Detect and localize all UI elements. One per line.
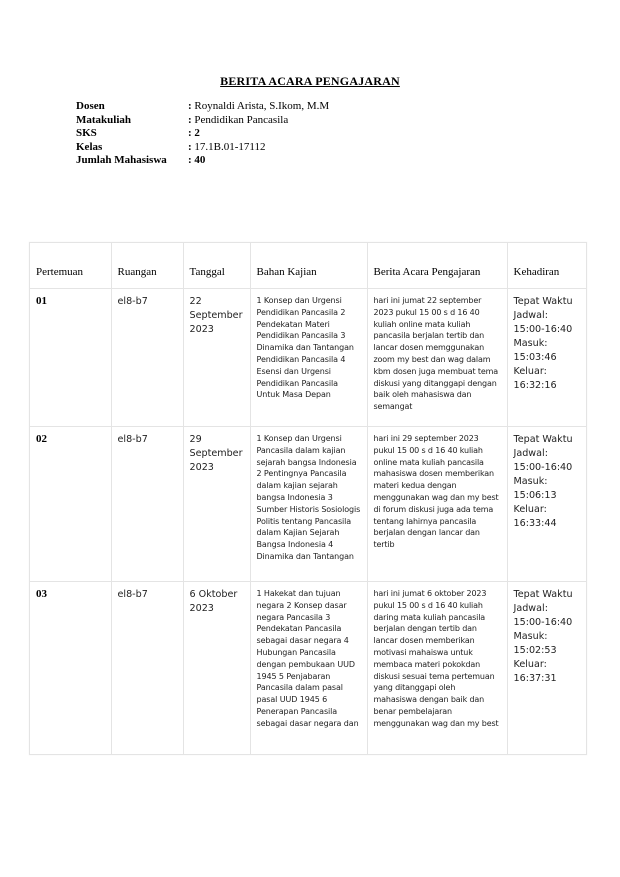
check-out-value: 16:32:16 <box>513 380 557 391</box>
attendance-status: Tepat Waktu <box>513 589 573 600</box>
check-in-value: 15:02:53 <box>513 645 557 656</box>
cell-bahan-kajian: 1 Hakekat dan tujuan negara 2 Konsep dasar negara Pancasila 3 Pendekatan Pancasila sebagai dasar negara 4 Hubungan Pancasila dengan pembukaan UUD 1945 5 Penjabaran Pancasila dalam pasal pasal UUD 1945 6 Penerapan Pancasila sebagai dasar negara dan <box>250 582 367 755</box>
info-row-kelas: Kelas : 17.1B.01-17112 <box>76 140 266 153</box>
cell-kehadiran <box>507 427 586 582</box>
info-value: Roynaldi Arista, S.Ikom, M.M <box>194 100 330 112</box>
cell-ruangan: el8-b7 <box>111 427 183 582</box>
cell-berita-acara: hari ini jumat 22 september 2023 pukul 15 00 s d 16 40 kuliah online mata kuliah pancasila berjalan tertib dan lancar dosen memggunakan zoom my best dan wag dalam kbm dosen juga membuat tema diskusi yang ditanggapi dengan baik oleh mahasiswa dan semangat <box>367 289 507 427</box>
info-label: SKS <box>76 127 97 139</box>
table-header-row <box>30 243 586 289</box>
attendance-status: Tepat Waktu <box>513 434 573 445</box>
column-header-pertemuan: Pertemuan <box>30 243 111 289</box>
cell-ruangan: el8-b7 <box>111 582 183 755</box>
schedule-label: Jadwal: <box>513 603 548 614</box>
page-title: BERITA ACARA PENGAJARAN <box>220 74 400 88</box>
check-in-label: Masuk: <box>513 631 548 642</box>
info-label: Kelas <box>76 140 103 153</box>
info-row-dosen: Dosen : Roynaldi Arista, S.Ikom, M.M <box>76 100 330 112</box>
cell-berita-acara: hari ini 29 september 2023 pukul 15 00 s d 16 40 kuliah online mata kuliah pancasila mahasiswa dosen memberikan materi kedua dengan menggunakan wag dan my best di forum diskusi juga ada tema tentang lahirnya pancasila berjalan dengan lancar dan tertib <box>367 427 507 582</box>
cell-tanggal: 29 September 2023 <box>183 427 250 582</box>
check-out-label: Keluar: <box>513 504 547 515</box>
info-label: Dosen <box>76 100 105 112</box>
check-in-value: 15:06:13 <box>513 490 557 501</box>
info-row-jumlah-mahasiswa: Jumlah Mahasiswa : 40 <box>76 154 206 166</box>
check-in-value: 15:03:46 <box>513 352 557 363</box>
cell-berita-acara: hari ini jumat 6 oktober 2023 pukul 15 00 s d 16 40 kuliah daring mata kuliah pancasila berjalan dengan tertib dan lancar dosen memberikan motivasi mahaiswa untuk membaca materi pokokdan diskusi sesuai tema pertemuan yang ditanggapi oleh mahasiswa dengan baik dan benar pembelajaran menggunakan wag dan my best <box>367 582 507 755</box>
cell-pertemuan: 02 <box>30 427 111 582</box>
info-label: Matakuliah <box>76 113 132 126</box>
info-value: 40 <box>194 154 206 166</box>
table-row <box>30 582 586 755</box>
column-header-kehadiran: Kehadiran <box>507 243 586 289</box>
info-value: 2 <box>194 127 200 139</box>
cell-ruangan: el8-b7 <box>111 289 183 427</box>
check-out-label: Keluar: <box>513 659 547 670</box>
check-out-value: 16:33:44 <box>513 518 557 529</box>
check-out-label: Keluar: <box>513 366 547 377</box>
column-header-tanggal: Tanggal <box>183 243 250 289</box>
cell-bahan-kajian: 1 Konsep dan Urgensi Pancasila dalam kajian sejarah bangsa Indonesia 2 Pentingnya Pancasila dalam kajian sejarah bangsa Indonesia 3 Sumber Historis Sosiologis Politis tentang Pancasila dalam Kajian Sejarah Bangsa Indonesia 4 Dinamika dan Tantangan <box>250 427 367 582</box>
info-row-sks: SKS : 2 <box>76 127 200 139</box>
course-info <box>76 100 329 168</box>
attendance-table <box>29 242 587 755</box>
schedule-label: Jadwal: <box>513 448 548 459</box>
check-in-label: Masuk: <box>513 476 548 487</box>
cell-tanggal: 6 Oktober 2023 <box>183 582 250 755</box>
info-value: Pendidikan Pancasila <box>194 113 289 126</box>
cell-pertemuan: 01 <box>30 289 111 427</box>
attendance-status: Tepat Waktu <box>513 296 573 307</box>
column-header-ruangan: Ruangan <box>111 243 183 289</box>
info-value: 17.1B.01-17112 <box>194 140 266 153</box>
schedule-value: 15:00-16:40 <box>513 617 573 628</box>
cell-tanggal: 22 September 2023 <box>183 289 250 427</box>
check-in-label: Masuk: <box>513 338 548 349</box>
cell-bahan-kajian: 1 Konsep dan Urgensi Pendidikan Pancasila 2 Pendekatan Materi Pendidikan Pancasila 3 Dinamika dan Tantangan Pendidikan Pancasila 4 Esensi dan Urgensi Pendidikan Pancasila Untuk Masa Depan <box>250 289 367 427</box>
cell-kehadiran <box>507 582 586 755</box>
column-header-berita-acara: Berita Acara Pengajaran <box>367 243 507 289</box>
schedule-value: 15:00-16:40 <box>513 324 573 335</box>
cell-pertemuan: 03 <box>30 582 111 755</box>
info-label: Jumlah Mahasiswa <box>76 154 167 166</box>
check-out-value: 16:37:31 <box>513 673 557 684</box>
cell-kehadiran <box>507 289 586 427</box>
info-row-matakuliah: Matakuliah : Pendidikan Pancasila <box>76 113 289 126</box>
schedule-label: Jadwal: <box>513 310 548 321</box>
column-header-bahan-kajian: Bahan Kajian <box>250 243 367 289</box>
table-row <box>30 289 586 427</box>
schedule-value: 15:00-16:40 <box>513 462 573 473</box>
table-row <box>30 427 586 582</box>
